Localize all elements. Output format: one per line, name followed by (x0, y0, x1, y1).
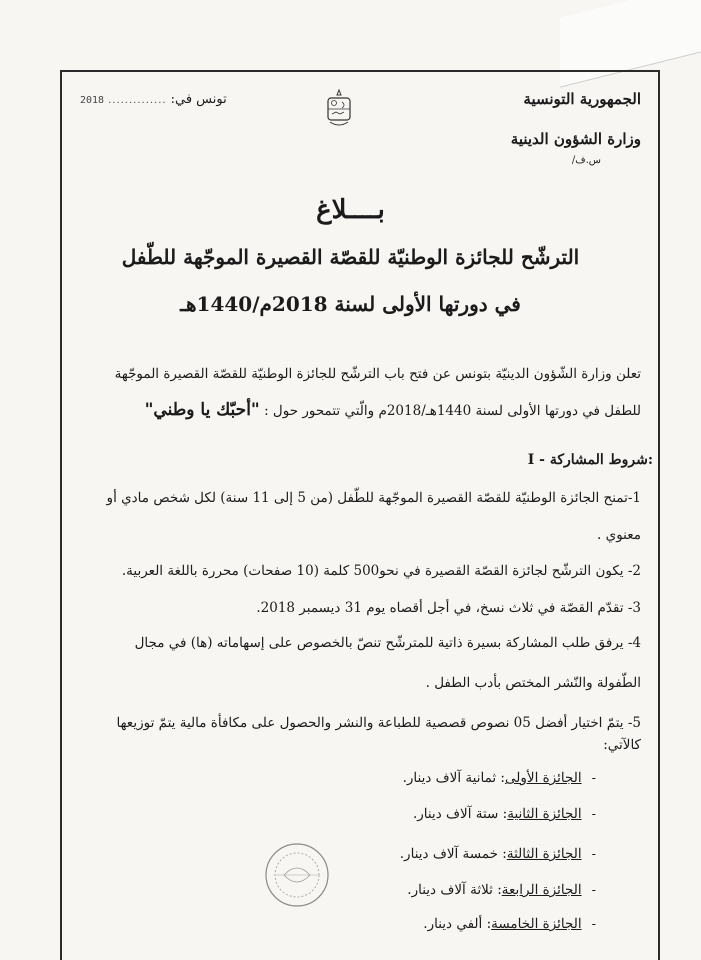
prize-item (403, 770, 596, 786)
republic-heading: الجمهورية التونسية (523, 90, 641, 108)
prize-item (413, 806, 596, 822)
date-stamp: 2018 (80, 95, 105, 106)
intro-line2-text: للطفل في دورتها الأولى لسنة 1440هـ/2018م والّتي تتمحور حول : (259, 403, 641, 419)
condition-4: 4- يرفق طلب المشاركة بسيرة ذاتية للمترشّح تنصّ بالخصوص على إسهاماته (ها) في مجال (134, 635, 641, 651)
tunisia-coat-of-arms-icon (322, 88, 356, 132)
condition-5: 5- يتمّ اختيار أفضل 05 نصوص قصصية للطباعة والنشر والحصول على مكافأة مالية يتمّ توزيعها (116, 715, 641, 731)
ministry-heading: وزارة الشؤون الدينية (510, 130, 641, 148)
prize-amount: : خمسة آلاف دينار. (399, 846, 507, 862)
list-dash: - (591, 917, 596, 932)
prize-item (400, 846, 596, 862)
list-dash: - (591, 771, 596, 786)
prize-amount: : ستة آلاف دينار. (412, 806, 508, 822)
condition-4-cont: الطّفولة والنّشر المختص بأدب الطفل . (425, 675, 641, 691)
prize-amount: : ثمانية آلاف دينار. (402, 770, 505, 786)
notice-title: بــــلاغ (316, 195, 385, 225)
condition-2: 2- يكون الترشّح لجائزة القصّة القصيرة في نحو500 كلمة (10 صفحات) محررة باللغة العربية. (121, 563, 641, 579)
prize-name: الجائزة الخامسة (491, 916, 582, 932)
notice-subtitle: الترشّح للجائزة الوطنيّة للقصّة القصيرة الموجّهة للطّفل (121, 245, 580, 269)
list-dash: - (591, 807, 596, 822)
condition-3: 3- تقدّم القصّة في ثلاث نسخ، في أجل أقصاه يوم 31 ديسمبر 2018. (256, 600, 641, 616)
prize-name: الجائزة الثالثة (506, 846, 582, 862)
section-title: I - شروط المشاركة: (527, 452, 653, 468)
prize-name: الجائزة الثانية (507, 806, 582, 822)
reference-code: س.ف/ (571, 155, 601, 166)
prize-name: الجائزة الرابعة (501, 882, 582, 898)
prize-item (407, 882, 596, 898)
condition-1-cont: معنوي . (597, 527, 641, 543)
prize-amount: : ألفي دينار. (423, 916, 492, 932)
round-official-seal-icon (262, 840, 332, 910)
list-dash: - (591, 847, 596, 862)
prize-amount: : ثلاثة آلاف دينار. (407, 882, 502, 898)
condition-1: 1-تمنح الجائزة الوطنيّة للقصّة القصيرة الموجّهة للطّفل (من 5 إلى 11 سنة) لكل شخص مادي أو (106, 490, 641, 506)
prize-name: الجائزة الأولى (504, 770, 582, 786)
place-label: تونس في: (170, 92, 227, 107)
intro-paragraph-line1: تعلن وزارة الشّؤون الدينيّة بتونس عن فتح باب الترشّح للجائزة الوطنيّة للقصّة القصيرة الموجّهة (114, 366, 641, 382)
place-and-date (80, 92, 227, 107)
condition-5-cont: كالآتي: (603, 737, 641, 753)
intro-paragraph-line2 (61, 400, 641, 420)
date-dots: .............. (108, 95, 167, 106)
theme-motto: "أحبّك يا وطني" (144, 400, 260, 420)
list-dash: - (591, 883, 596, 898)
notice-edition: في دورتها الأولى لسنة 2018م/1440هـ (180, 292, 521, 316)
prize-item (423, 916, 596, 932)
